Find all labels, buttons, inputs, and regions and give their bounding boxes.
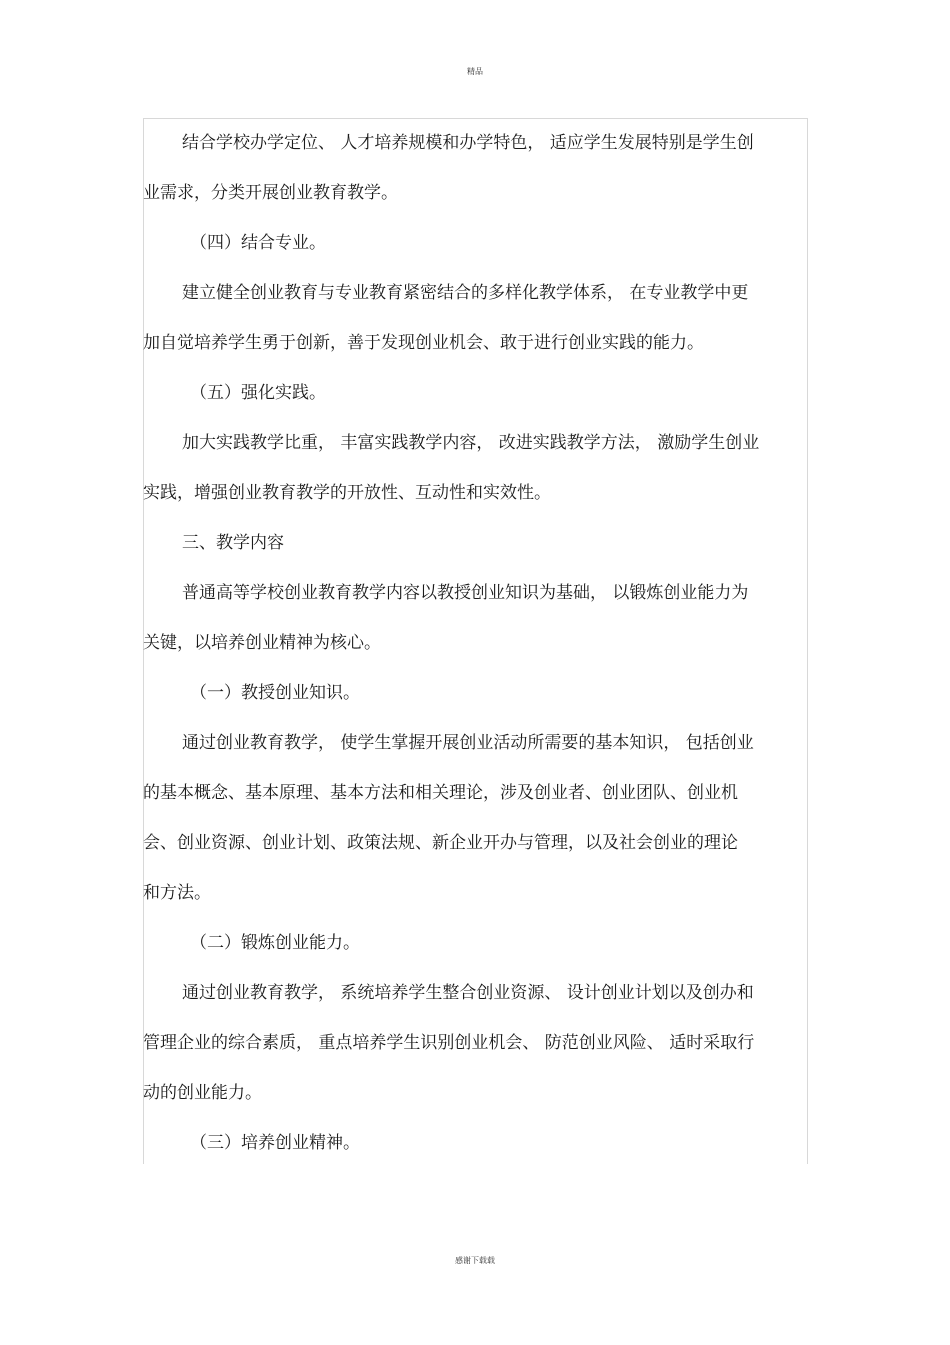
paragraph-line: 实践，增强创业教育教学的开放性、互动性和实效性。 (143, 483, 551, 503)
paragraph-line: 建立健全创业教育与专业教育紧密结合的多样化教学体系， 在专业教学中更 (182, 283, 749, 303)
document-body (143, 128, 806, 1178)
paragraph-line: 结合学校办学定位、 人才培养规模和办学特色， 适应学生发展特别是学生创 (182, 133, 754, 153)
paragraph-line: 关键，以培养创业精神为核心。 (143, 633, 381, 653)
paragraph-line: 和方法。 (143, 883, 211, 903)
paragraph-line: 普通高等学校创业教育教学内容以教授创业知识为基础， 以锻炼创业能力为 (182, 583, 749, 603)
paragraph-line: 会、创业资源、创业计划、政策法规、新企业开办与管理，以及社会创业的理论 (143, 833, 738, 853)
section-heading: （一）教授创业知识。 (190, 683, 360, 703)
section-heading: 三、教学内容 (182, 533, 284, 553)
paragraph-line: 通过创业教育教学， 使学生掌握开展创业活动所需要的基本知识， 包括创业 (182, 733, 754, 753)
section-heading: （五）强化实践。 (190, 383, 326, 403)
paragraph-line: 业需求，分类开展创业教育教学。 (143, 183, 398, 203)
section-heading: （二）锻炼创业能力。 (190, 933, 360, 953)
paragraph-line: 动的创业能力。 (143, 1083, 262, 1103)
paragraph-line: 加大实践教学比重， 丰富实践教学内容， 改进实践教学方法， 激励学生创业 (182, 433, 760, 453)
paragraph-line: 管理企业的综合素质， 重点培养学生识别创业机会、 防范创业风险、 适时采取行 (143, 1033, 755, 1053)
paragraph-line: 的基本概念、基本原理、基本方法和相关理论，涉及创业者、创业团队、创业机 (143, 783, 738, 803)
paragraph-line: 通过创业教育教学， 系统培养学生整合创业资源、 设计创业计划以及创办和 (182, 983, 754, 1003)
paragraph-line: 加自觉培养学生勇于创新，善于发现创业机会、敢于进行创业实践的能力。 (143, 333, 704, 353)
page-footer: 感谢下载载 (455, 1256, 495, 1265)
section-heading: （四）结合专业。 (190, 233, 326, 253)
section-heading: （三）培养创业精神。 (190, 1133, 360, 1153)
page-header: 精品 (467, 67, 483, 76)
